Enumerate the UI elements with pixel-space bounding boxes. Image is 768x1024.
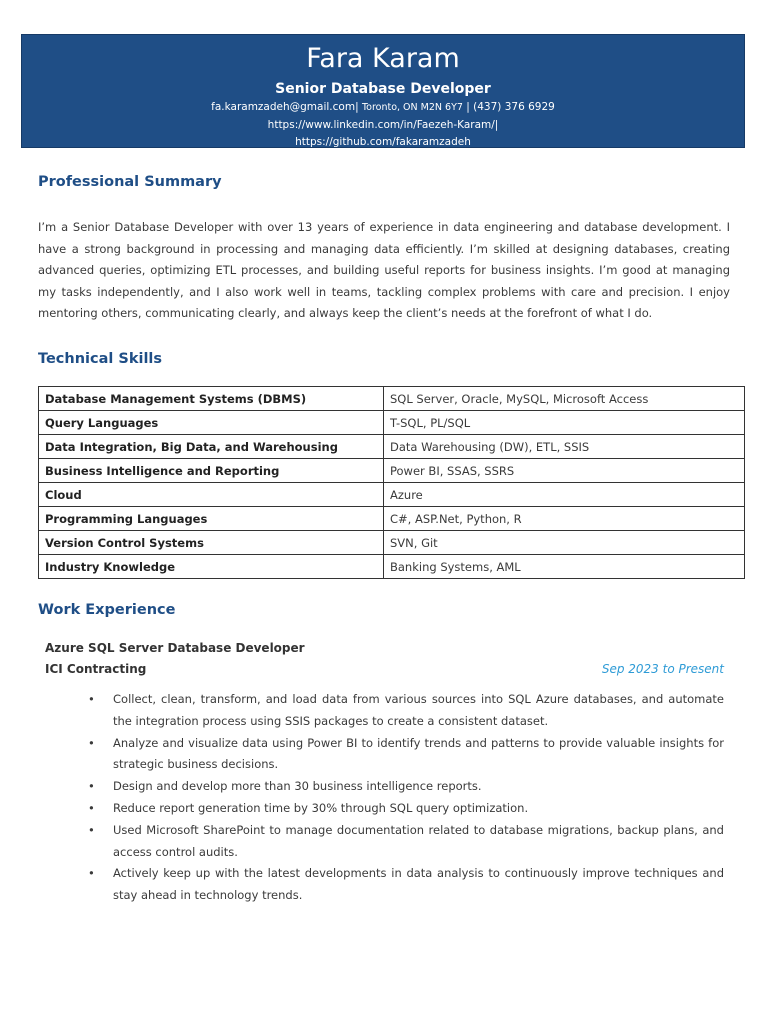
skill-value: Azure [384, 483, 745, 507]
skill-category: Database Management Systems (DBMS) [39, 387, 384, 411]
skill-value: Power BI, SSAS, SSRS [384, 459, 745, 483]
bullet-text: Design and develop more than 30 business intelligence reports. [113, 779, 482, 794]
experience-heading: Work Experience [38, 602, 176, 618]
bullet-text: Collect, clean, transform, and load data from various sources into SQL Azure databases, and automate the integration process using SSIS packages to create a consistent dataset. [113, 692, 724, 728]
skills-heading: Technical Skills [38, 351, 163, 367]
candidate-role: Senior Database Developer [275, 81, 491, 97]
resume-header [21, 34, 745, 148]
skill-value: SVN, Git [384, 531, 745, 555]
table-row [39, 411, 745, 435]
skill-value: Data Warehousing (DW), ETL, SSIS [384, 435, 745, 459]
table-row [39, 483, 745, 507]
bullet-icon: • [88, 779, 95, 794]
bullet-text: Actively keep up with the latest developments in data analysis to continuously improve techniques and stay ahead in technology trends. [113, 866, 724, 903]
bullet-text: Used Microsoft SharePoint to manage documentation related to database migrations, backup plans, and access control audits. [113, 822, 724, 859]
skills-table [38, 386, 745, 579]
summary-text: I’m a Senior Database Developer with over 13 years of experience in data engineering and database development. I have a strong background in processing and managing data efficiently. I’m skilled at designing databases, creating advanced queries, optimizing ETL processes, and building useful reports for business insights. I’m good at managing my tasks independently, and I also work well in teams, tackling complex problems with care and precision. I enjoy mentoring others, communicating clearly, and always keep the client’s needs at the forefront of what I do. [38, 220, 730, 320]
location-text: Toronto, ON M2N 6Y7 [361, 102, 463, 113]
candidate-name: Fara Karam [306, 43, 460, 74]
list-item [88, 863, 724, 907]
skill-category: Business Intelligence and Reporting [39, 459, 384, 483]
table-row [39, 555, 745, 579]
bullet-icon: • [88, 692, 95, 706]
summary-heading: Professional Summary [38, 174, 222, 190]
list-item [88, 733, 724, 777]
bullet-text: Analyze and visualize data using Power BI to identify trends and patterns to provide valuable insights for strategic business decisions. [113, 735, 724, 772]
table-row [39, 459, 745, 483]
bullet-icon: • [88, 800, 95, 815]
phone-text: | (437) 376 6929 [466, 101, 555, 113]
list-item [88, 798, 724, 820]
bullet-icon: • [88, 822, 95, 837]
job-company: ICI Contracting [45, 662, 147, 676]
bullet-icon: • [88, 735, 95, 750]
job-dates: Sep 2023 to Present [601, 662, 724, 676]
skill-value: C#, ASP.Net, Python, R [384, 507, 745, 531]
job-bullet-list [88, 689, 724, 907]
table-row [39, 531, 745, 555]
table-row [39, 435, 745, 459]
skill-category: Query Languages [39, 411, 384, 435]
skill-category: Data Integration, Big Data, and Warehousing [39, 435, 384, 459]
email-link[interactable]: fa.karamzadeh@gmail.com| [211, 101, 359, 113]
skill-category: Cloud [39, 483, 384, 507]
skill-value: SQL Server, Oracle, MySQL, Microsoft Access [384, 387, 745, 411]
linkedin-link[interactable]: https://www.linkedin.com/in/Faezeh-Karam/| [267, 119, 499, 131]
bullet-icon: • [88, 866, 95, 881]
skill-value: T-SQL, PL/SQL [384, 411, 745, 435]
skill-value: Banking Systems, AML [384, 555, 745, 579]
skill-category: Industry Knowledge [39, 555, 384, 579]
contact-line-1 [22, 99, 744, 116]
job-title: Azure SQL Server Database Developer [45, 641, 305, 655]
list-item [88, 820, 724, 864]
github-link[interactable]: https://github.com/fakaramzadeh [295, 136, 471, 148]
table-row [39, 387, 745, 411]
skill-category: Programming Languages [39, 507, 384, 531]
skill-category: Version Control Systems [39, 531, 384, 555]
list-item [88, 689, 724, 733]
table-row [39, 507, 745, 531]
bullet-text: Reduce report generation time by 30% through SQL query optimization. [113, 800, 529, 815]
list-item [88, 776, 724, 798]
